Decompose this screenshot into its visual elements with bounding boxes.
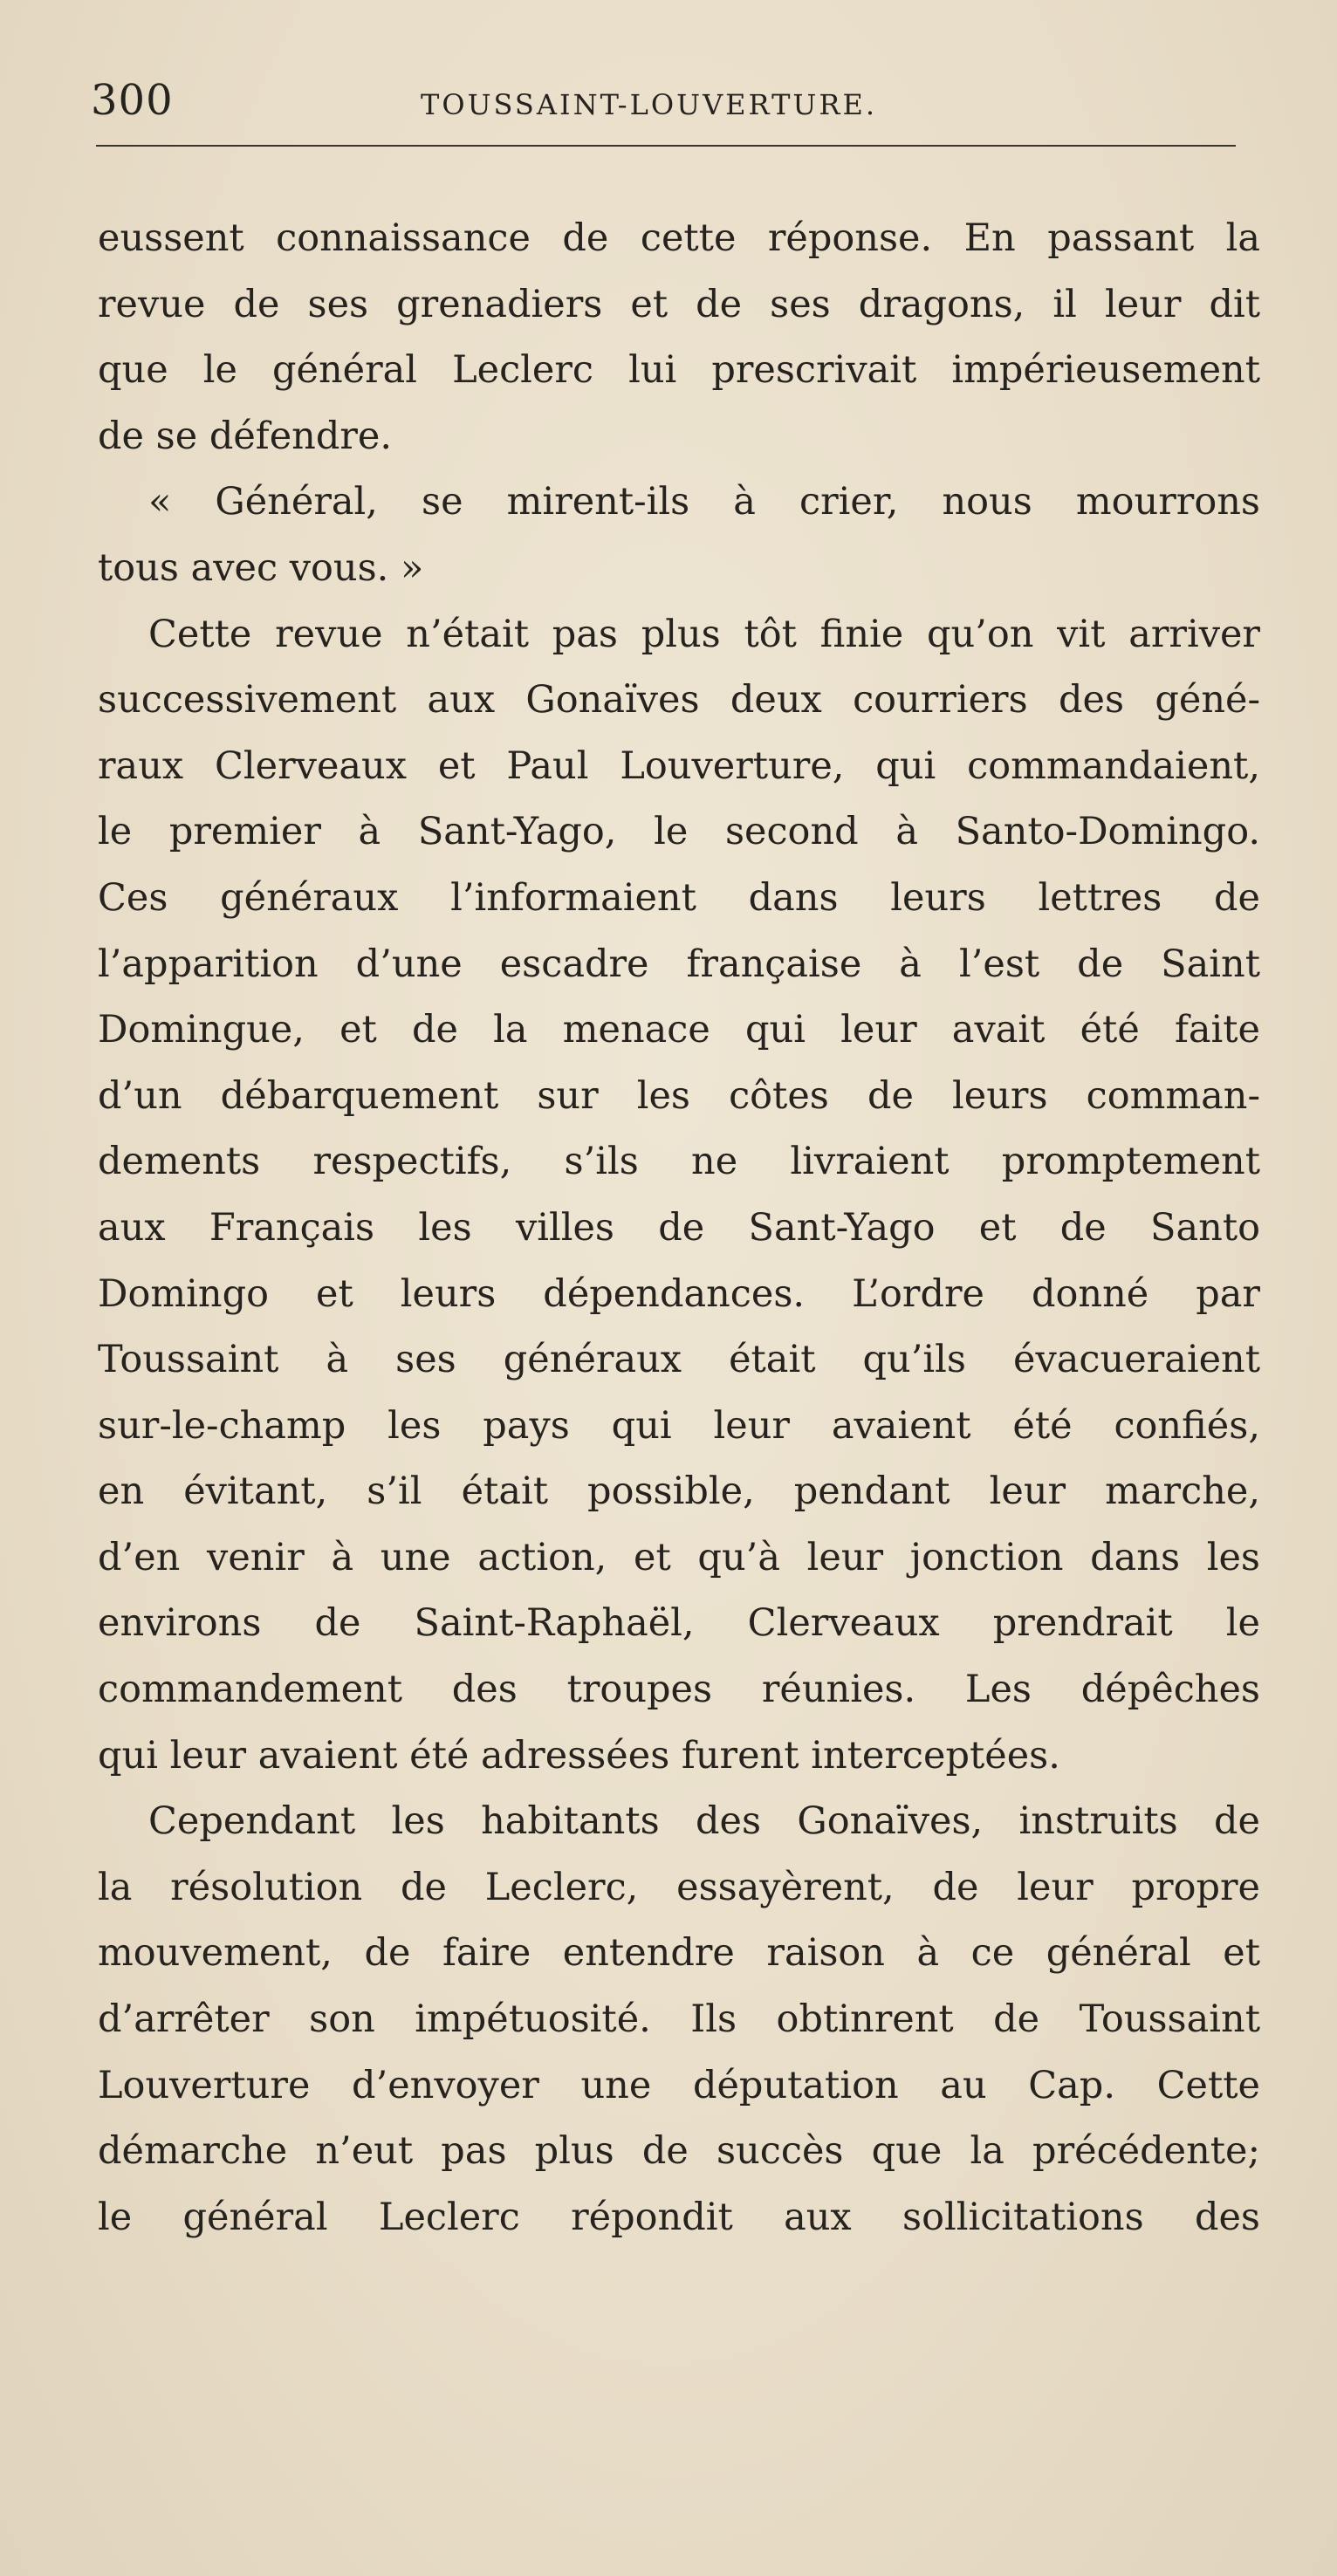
text-line: Cette revue n’était pas plus tôt finie qu’on vit arriver bbox=[148, 612, 1260, 656]
text-line: Ces généraux l’informaient dans leurs lettres de bbox=[98, 875, 1260, 920]
text-line: environs de Saint-Raphaël, Clerveaux prendrait le bbox=[98, 1601, 1260, 1646]
page-header bbox=[91, 70, 1243, 131]
text-line: eussent connaissance de cette réponse. En passant la bbox=[98, 216, 1260, 260]
text-line: tous avec vous. » bbox=[98, 545, 424, 590]
page-number: 300 bbox=[91, 76, 174, 125]
text-line: sur-le-champ les pays qui leur avaient été confiés, bbox=[98, 1403, 1260, 1448]
text-line: raux Clerveaux et Paul Louverture, qui commandaient, bbox=[98, 743, 1260, 788]
text-line: l’apparition d’une escadre française à l’est de Saint bbox=[98, 942, 1260, 986]
text-line: commandement des troupes réunies. Les dépêches bbox=[98, 1668, 1260, 1712]
text-line: qui leur avaient été adressées furent interceptées. bbox=[98, 1733, 1060, 1778]
text-line: « Général, se mirent-ils à crier, nous mourrons bbox=[148, 480, 1260, 524]
text-line: Domingue, et de la menace qui leur avait été faite bbox=[98, 1008, 1260, 1052]
text-line: le premier à Sant-Yago, le second à Santo-Domingo. bbox=[98, 810, 1260, 854]
text-line: en évitant, s’il était possible, pendant leur marche, bbox=[98, 1470, 1260, 1514]
text-line: Louverture d’envoyer une députation au Cap. Cette bbox=[98, 2063, 1260, 2107]
text-line: la résolution de Leclerc, essayèrent, de leur propre bbox=[98, 1865, 1260, 1909]
text-line: aux Français les villes de Sant-Yago et de Santo bbox=[98, 1205, 1260, 1250]
text-line: d’en venir à une action, et qu’à leur jonction dans les bbox=[98, 1535, 1260, 1579]
text-line: Toussaint à ses généraux était qu’ils évacueraient bbox=[98, 1338, 1260, 1382]
text-line: de se défendre. bbox=[98, 414, 393, 458]
text-line: dements respectifs, s’ils ne livraient promptement bbox=[98, 1140, 1260, 1184]
text-line: Domingo et leurs dépendances. L’ordre donné par bbox=[98, 1271, 1260, 1316]
text-line: que le général Leclerc lui prescrivait impérieusement bbox=[98, 348, 1260, 393]
header-rule bbox=[96, 145, 1236, 147]
running-title: TOUSSAINT-LOUVERTURE. bbox=[421, 88, 877, 121]
text-line: revue de ses grenadiers et de ses dragons, il leur dit bbox=[98, 282, 1260, 326]
text-line: démarche n’eut pas plus de succès que la précédente; bbox=[98, 2129, 1260, 2174]
body-text bbox=[98, 206, 1260, 2251]
text-line: mouvement, de faire entendre raison à ce général et bbox=[98, 1931, 1260, 1976]
text-line: le général Leclerc répondit aux sollicitations des bbox=[98, 2195, 1260, 2239]
text-line: d’un débarquement sur les côtes de leurs comman- bbox=[98, 1073, 1260, 1118]
text-line: d’arrêter son impétuosité. Ils obtinrent de Toussaint bbox=[98, 1997, 1260, 2042]
text-line: Cependant les habitants des Gonaïves, instruits de bbox=[148, 1799, 1260, 1844]
text-line: successivement aux Gonaïves deux courriers des géné- bbox=[98, 678, 1260, 723]
